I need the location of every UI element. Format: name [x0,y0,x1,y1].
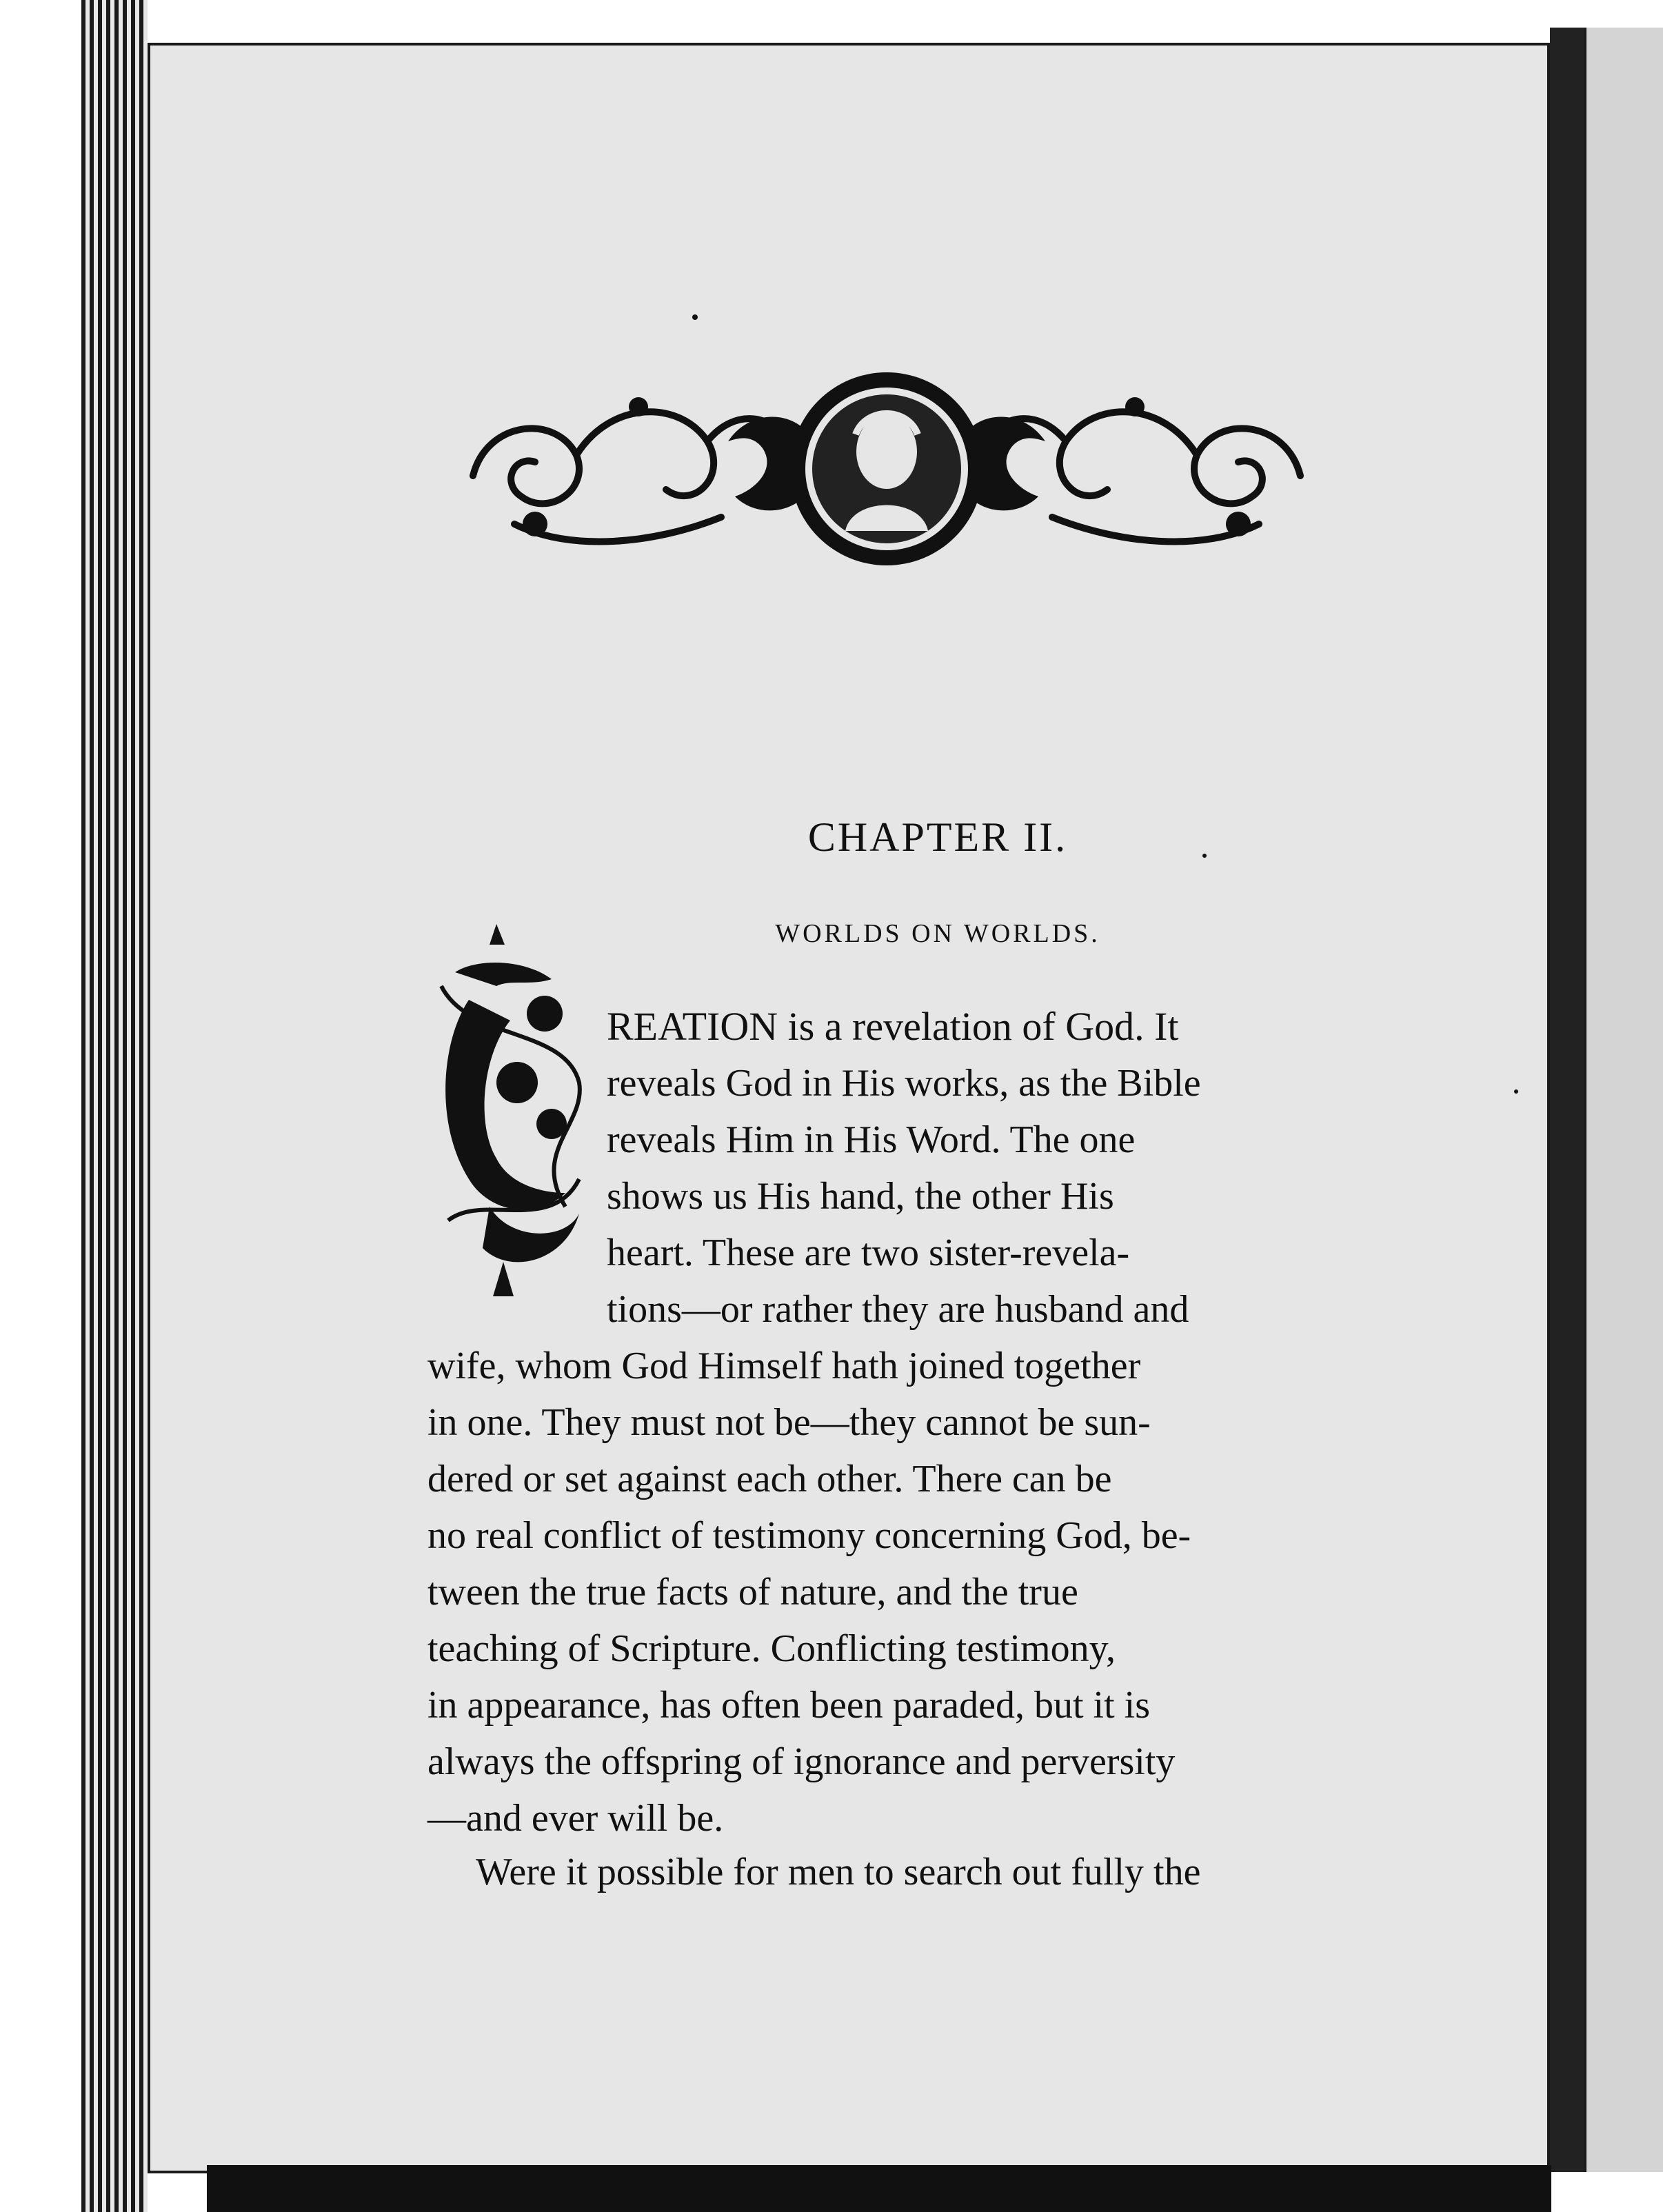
text-line: dered or set against each other. There can be [427,1458,1112,1500]
paragraph-1-full-lines [427,1338,1393,1847]
text-line: tions—or rather they are husband and [607,1288,1189,1331]
adjacent-page-edge [1584,28,1663,2172]
chapter-heading: CHAPTER II. [807,814,1068,860]
text-line: always the offspring of ignorance and perversity [427,1740,1176,1783]
ink-speck [692,314,698,320]
bottom-shadow [207,2165,1551,2212]
text-line: Were it possible for men to search out fully the [476,1851,1201,1893]
text-line: teaching of Scripture. Conflicting testimony, [427,1627,1116,1670]
text-line: tween the true facts of nature, and the true [427,1571,1078,1613]
text-line: heart. These are two sister-revela- [607,1231,1130,1274]
text-line: shows us His hand, the other His [607,1175,1114,1218]
text-line: reveals Him in His Word. The one [607,1118,1136,1161]
paragraph-2 [427,1844,1393,1900]
text-line: —and ever will be. [427,1797,724,1840]
page-gutter-shadow [1550,28,1584,2172]
book-page-edges [81,0,148,2212]
ink-speck [1514,1089,1518,1094]
text-line: in appearance, has often been paraded, but it is [427,1684,1151,1727]
paragraph-1-indented-lines [607,998,1393,1338]
decorative-headpiece-ornament [432,359,1342,579]
text-line: in one. They must not be—they cannot be sun- [427,1401,1151,1444]
text-line: wife, whom God Himself hath joined together [427,1345,1141,1387]
illuminated-initial-c-icon [427,917,593,1303]
text-line: reveals God in His works, as the Bible [607,1062,1201,1105]
text-line: no real conflict of testimony concerning God, be- [427,1514,1191,1557]
chapter-subtitle: WORLDS ON WORLDS. [775,919,1100,948]
text-line: REATION is a revelation of God. It [607,1004,1179,1049]
ink-speck [1202,854,1207,858]
